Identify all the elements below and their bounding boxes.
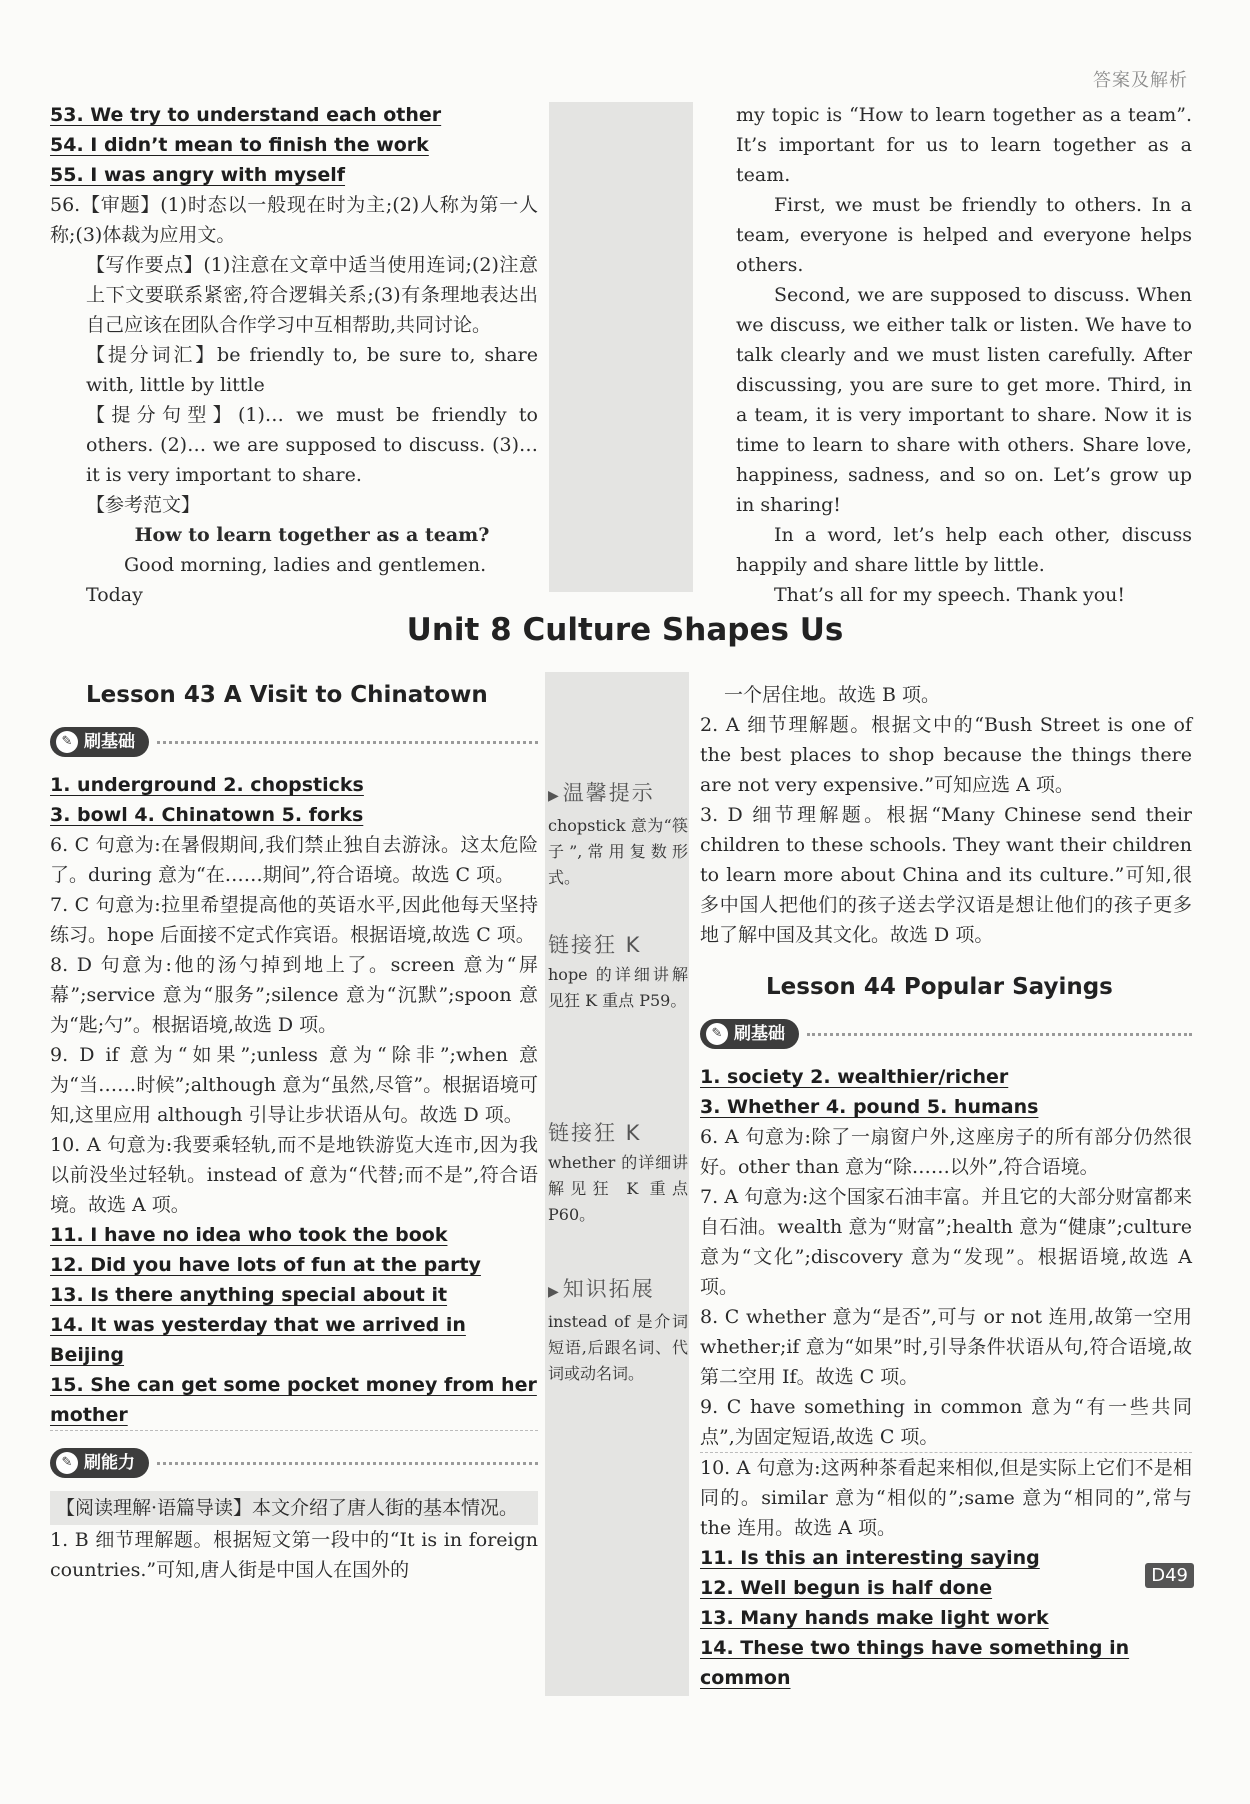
answer-56-sentences: 【提分句型】(1)… we must be friendly to others. (2)… we are supposed to discuss. (3)… it is very important to share. bbox=[86, 404, 538, 486]
note-tip-title: ▶温馨提示 bbox=[548, 781, 655, 805]
note-link-whether bbox=[548, 1120, 688, 1228]
note-link-text: hope 的详细讲解见狂 K 重点 P59。 bbox=[548, 965, 688, 1010]
note-tip-text: chopstick 意为“筷子”,常用复数形式。 bbox=[548, 816, 688, 887]
basics-header bbox=[700, 1016, 1192, 1052]
answer-10: 10. A 句意为:我要乘轻轨,而不是地铁游览大连市,因为我以前没坐过轻轨。instead of 意为“代替;而不是”,符合语境。故选 A 项。 bbox=[50, 1134, 538, 1216]
l44-answer-1-2: 1. society 2. wealthier/richer bbox=[700, 1066, 1009, 1088]
answer-3-5: 3. bowl 4. Chinatown 5. forks bbox=[50, 804, 364, 826]
lesson43-title: Lesson 43 A Visit to Chinatown bbox=[86, 682, 488, 708]
pen-icon: ✎ bbox=[706, 1023, 728, 1045]
l44-answer-11: 11. Is this an interesting saying bbox=[700, 1547, 1040, 1569]
l44-answer-6: 6. A 句意为:除了一扇窗户外,这座房子的所有部分仍然很好。other than 意为“除……以外”,符合语境。 bbox=[700, 1126, 1192, 1178]
answer-56-sample-label: 【参考范文】 bbox=[86, 494, 201, 516]
lesson44-title: Lesson 44 Popular Sayings bbox=[766, 974, 1113, 1000]
answer-56-vocab: 【提分词汇】be friendly to, be sure to, share with, little by little bbox=[86, 344, 538, 396]
answer-11: 11. I have no idea who took the book bbox=[50, 1224, 448, 1246]
dotted-divider bbox=[807, 1033, 1192, 1036]
answer-12: 12. Did you have lots of fun at the party bbox=[50, 1254, 481, 1276]
l44-answer-10: 10. A 句意为:这两种茶看起来相似,但是实际上它们不是相同的。similar 意为“相似的”;same 意为“相同的”,常与 the 连用。故选 A 项。 bbox=[700, 1457, 1192, 1539]
ability-header bbox=[50, 1445, 538, 1481]
answer-56-points: 【写作要点】(1)注意在文章中适当使用连词;(2)注意上下文要联系紧密,符合逻辑关系;(3)有条理地表达出自己应该在团队合作学习中互相帮助,共同讨论。 bbox=[86, 254, 538, 336]
l44-answer-3-5: 3. Whether 4. pound 5. humans bbox=[700, 1096, 1039, 1118]
ability-badge: ✎ 刷能力 bbox=[50, 1448, 149, 1478]
section-header: 答案及解析 bbox=[1093, 70, 1188, 91]
essay-p2: First, we must be friendly to others. In a team, everyone is helped and everyone helps others. bbox=[736, 194, 1192, 276]
top-left-column bbox=[50, 100, 538, 610]
unit-title: Unit 8 Culture Shapes Us bbox=[406, 612, 844, 648]
l44-answer-14: 14. These two things have something in common bbox=[700, 1637, 1130, 1689]
reading-answer-1: 1. B 细节理解题。根据短文第一段中的“It is in foreign countries.”可知,唐人街是中国人在国外的 bbox=[50, 1529, 538, 1581]
l44-answer-13: 13. Many hands make light work bbox=[700, 1607, 1049, 1629]
l44-answer-7: 7. A 句意为:这个国家石油丰富。并且它的大部分财富都来自石油。wealth 意为“财富”;health 意为“健康”;culture 意为“文化”;discovery 意为“发现”。根据语境,故选 A 项。 bbox=[700, 1186, 1192, 1298]
pen-icon: ✎ bbox=[56, 731, 78, 753]
l44-answer-8: 8. C whether 意为“是否”,可与 or not 连用,故第一空用 whether;if 意为“如果”时,引导条件状语从句,符合语境,故第二空用 If。故选 C 项。 bbox=[700, 1306, 1192, 1388]
answer-9: 9. D if 意为“如果”;unless 意为“除非”;when 意为“当……时候”;although 意为“虽然,尽管”。根据语境可知,这里应用 although 引导让步状语从句。故选 D 项。 bbox=[50, 1044, 538, 1126]
reading-guide: 【阅读理解·语篇导读】本文介绍了唐人街的基本情况。 bbox=[50, 1491, 538, 1525]
essay-p3: Second, we are supposed to discuss. When we discuss, we either talk or listen. We have to talk clearly and we must listen carefully. After discussing, you are sure to get more. Third, in a team, it is very important to share. Now it is time to learn to share with others. Share love, happiness, sadness, and so on. Let’s grow up in sharing! bbox=[736, 284, 1192, 516]
basics-header bbox=[50, 724, 538, 760]
answer-56-review: 56.【审题】(1)时态以一般现在时为主;(2)人称为第一人称;(3)体裁为应用文。 bbox=[50, 194, 538, 246]
note-link-hope bbox=[548, 932, 688, 1014]
answer-1-2: 1. underground 2. chopsticks bbox=[50, 774, 364, 796]
note-link-title: 链接狂 K bbox=[548, 933, 642, 957]
dotted-divider bbox=[157, 741, 538, 744]
page-number: D49 bbox=[1145, 1563, 1194, 1588]
note-link-text: whether 的详细讲解见狂 K 重点 P60。 bbox=[548, 1153, 688, 1224]
arrow-icon: ▶ bbox=[548, 1284, 561, 1300]
essay-title: How to learn together as a team? bbox=[134, 524, 490, 546]
answer-55: 55. I was angry with myself bbox=[50, 164, 346, 186]
dotted-divider bbox=[157, 1462, 538, 1465]
answer-15: 15. She can get some pocket money from her mother bbox=[50, 1370, 538, 1431]
basics-badge: ✎ 刷基础 bbox=[50, 727, 149, 757]
answer-7: 7. C 句意为:拉里希望提高他的英语水平,因此他每天坚持练习。hope 后面接不定式作宾语。根据语境,故选 C 项。 bbox=[50, 894, 538, 946]
l44-answer-9: 9. C have something in common 意为“有一些共同点”,为固定短语,故选 C 项。 bbox=[700, 1392, 1192, 1453]
note-knowledge-text: instead of 是介词短语,后跟名词、代词或动名词。 bbox=[548, 1312, 688, 1383]
answer-13: 13. Is there anything special about it bbox=[50, 1284, 448, 1306]
top-right-column bbox=[736, 100, 1192, 610]
answer-8: 8. D 句意为:他的汤勺掉到地上了。screen 意为“屏幕”;service 意为“服务”;silence 意为“沉默”;spoon 意为“匙;勺”。根据语境,故选 D 项。 bbox=[50, 954, 538, 1036]
reading-answer-2: 2. A 细节理解题。根据文中的“Bush Street is one of the best places to shop because the things there are not very expensive.”可知应选 A 项。 bbox=[700, 714, 1192, 796]
note-knowledge-title: ▶知识拓展 bbox=[548, 1277, 655, 1301]
right-lower-column bbox=[700, 680, 1192, 1693]
note-tip bbox=[548, 780, 688, 891]
basics-badge: ✎ 刷基础 bbox=[700, 1019, 799, 1049]
note-knowledge bbox=[548, 1276, 688, 1387]
answer-14: 14. It was yesterday that we arrived in Beijing bbox=[50, 1314, 466, 1366]
essay-p5: That’s all for my speech. Thank you! bbox=[774, 584, 1126, 606]
sidebar-strip-top bbox=[549, 102, 693, 592]
answer-6: 6. C 句意为:在暑假期间,我们禁止独自去游泳。这太危险了。during 意为“在……期间”,符合语境。故选 C 项。 bbox=[50, 834, 538, 886]
note-link-title: 链接狂 K bbox=[548, 1121, 642, 1145]
lesson43-column bbox=[50, 680, 538, 1585]
reading-answer-3: 3. D 细节理解题。根据“Many Chinese send their children to these schools. They want their children to learn more about China and its culture.”可知,很多中国人把他们的孩子送去学汉语是想让他们的孩子更多地了解中国及其文化。故选 D 项。 bbox=[700, 804, 1192, 946]
pen-icon: ✎ bbox=[56, 1452, 78, 1474]
essay-p4: In a word, let’s help each other, discuss happily and share little by little. bbox=[736, 524, 1192, 576]
l44-answer-12: 12. Well begun is half done bbox=[700, 1577, 993, 1599]
arrow-icon: ▶ bbox=[548, 788, 561, 804]
answer-54: 54. I didn’t mean to finish the work bbox=[50, 134, 429, 156]
essay-opening: Good morning, ladies and gentlemen. Today bbox=[86, 554, 487, 606]
reading-answer-1-cont: 一个居住地。故选 B 项。 bbox=[724, 684, 941, 706]
essay-p1: my topic is “How to learn together as a team”. It’s important for us to learn together as a team. bbox=[736, 104, 1192, 186]
answer-53: 53. We try to understand each other bbox=[50, 104, 442, 126]
